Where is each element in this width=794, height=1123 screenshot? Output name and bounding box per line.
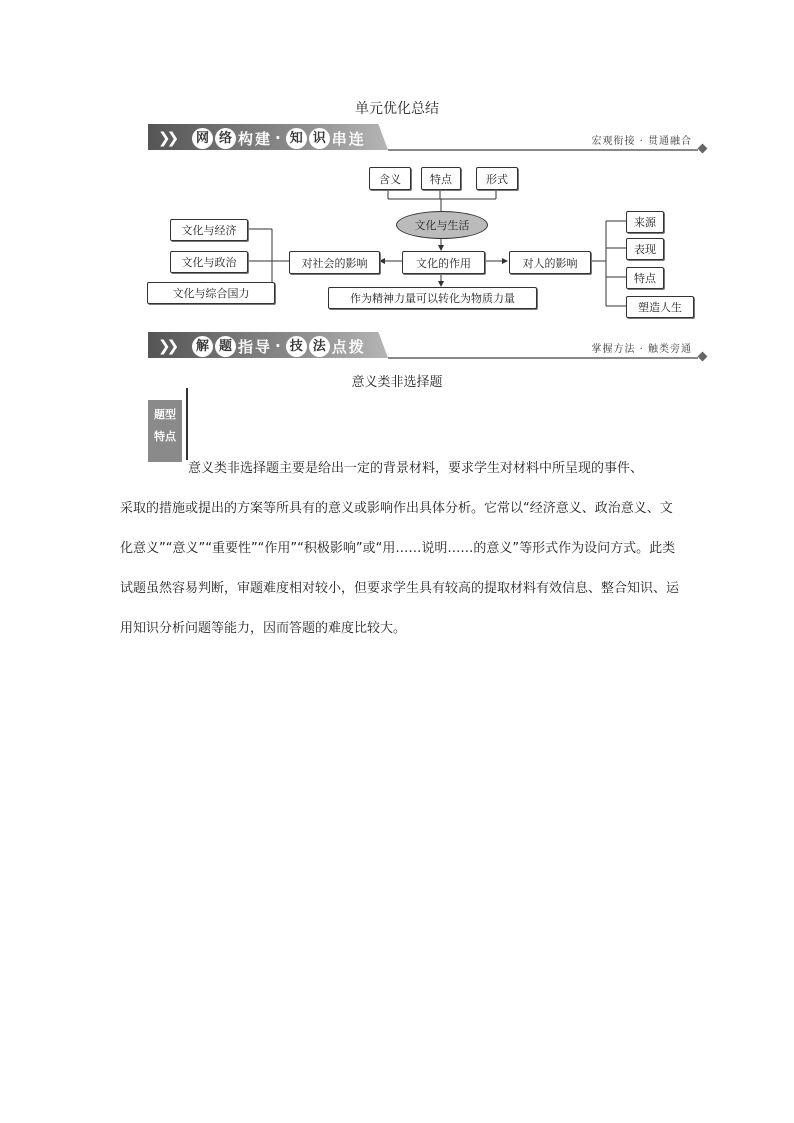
banner-char: · bbox=[275, 337, 281, 355]
banner-char: 拨 bbox=[348, 337, 364, 356]
banner-char: 导 bbox=[255, 337, 271, 356]
paragraph-body: 采取的措施或提出的方案等所具有的意义或影响作出具体分析。它常以“经济意义、政治意义、文化意义”“意义”“重要性”“作用”“积极影响”或“用……说明……的意义”等形式作为设问方式。此类试题虽然容易判断，审题难度相对较小，但要求学生具有较高的提取材料有效信息、整合知识、运用知识分析问题等能力，因而答题的难度比较大。 bbox=[120, 501, 680, 636]
box-impact-society: 对社会的影响 bbox=[289, 251, 380, 274]
tag-line: 特点 bbox=[154, 430, 176, 443]
tag-line: 题型 bbox=[154, 408, 176, 421]
banner-char: 题 bbox=[215, 336, 236, 357]
box-characteristics: 特点 bbox=[626, 267, 664, 289]
box-forms: 形式 bbox=[476, 167, 518, 190]
center-node: 文化与生活 bbox=[396, 211, 488, 239]
banner-char: 法 bbox=[309, 336, 330, 357]
box-role-of-culture: 文化的作用 bbox=[402, 251, 485, 274]
banner-char: 点 bbox=[331, 337, 347, 356]
diamond-icon bbox=[698, 352, 708, 362]
banner-char: 连 bbox=[348, 129, 364, 148]
description-paragraph bbox=[120, 449, 680, 649]
banner-char: 建 bbox=[255, 129, 271, 148]
box-manifestation: 表现 bbox=[626, 238, 664, 260]
banner-char: · bbox=[275, 129, 281, 147]
box-culture-national-power: 文化与综合国力 bbox=[147, 282, 275, 304]
box-culture-politics: 文化与政治 bbox=[170, 251, 248, 273]
section-banner-problem-solving bbox=[148, 332, 708, 360]
banner-subtitle: 宏观衔接 · 贯通融合 bbox=[591, 136, 692, 147]
box-culture-economy: 文化与经济 bbox=[170, 219, 248, 241]
banner-char: 络 bbox=[215, 128, 236, 149]
banner-subtitle: 掌握方法 · 触类旁通 bbox=[591, 344, 692, 355]
box-meaning: 含义 bbox=[369, 167, 411, 190]
chevron-right-icon: ❯❯ bbox=[158, 129, 176, 147]
box-source: 来源 bbox=[626, 211, 664, 233]
banner-char: 网 bbox=[192, 128, 213, 149]
banner-char: 指 bbox=[238, 337, 254, 356]
box-features: 特点 bbox=[421, 167, 461, 190]
banner-char: 识 bbox=[309, 128, 330, 149]
box-shape-life: 塑造人生 bbox=[626, 296, 694, 318]
question-type-heading: 意义类非选择题 bbox=[351, 375, 443, 390]
paragraph-first-line: 意义类非选择题主要是给出一定的背景材料，要求学生对材料中所呈现的事件、 bbox=[188, 461, 644, 476]
banner-title bbox=[192, 334, 364, 358]
banner-char: 技 bbox=[286, 336, 307, 357]
page-title: 单元优化总结 bbox=[355, 101, 439, 117]
diagram-connectors bbox=[0, 0, 794, 330]
chevron-right-icon: ❯❯ bbox=[158, 337, 176, 355]
banner-char: 知 bbox=[286, 128, 307, 149]
banner-char: 解 bbox=[192, 336, 213, 357]
box-spiritual-material: 作为精神力量可以转化为物质力量 bbox=[328, 287, 537, 309]
banner-char: 构 bbox=[238, 129, 254, 148]
banner-char: 串 bbox=[331, 129, 347, 148]
box-impact-person: 对人的影响 bbox=[509, 251, 591, 274]
